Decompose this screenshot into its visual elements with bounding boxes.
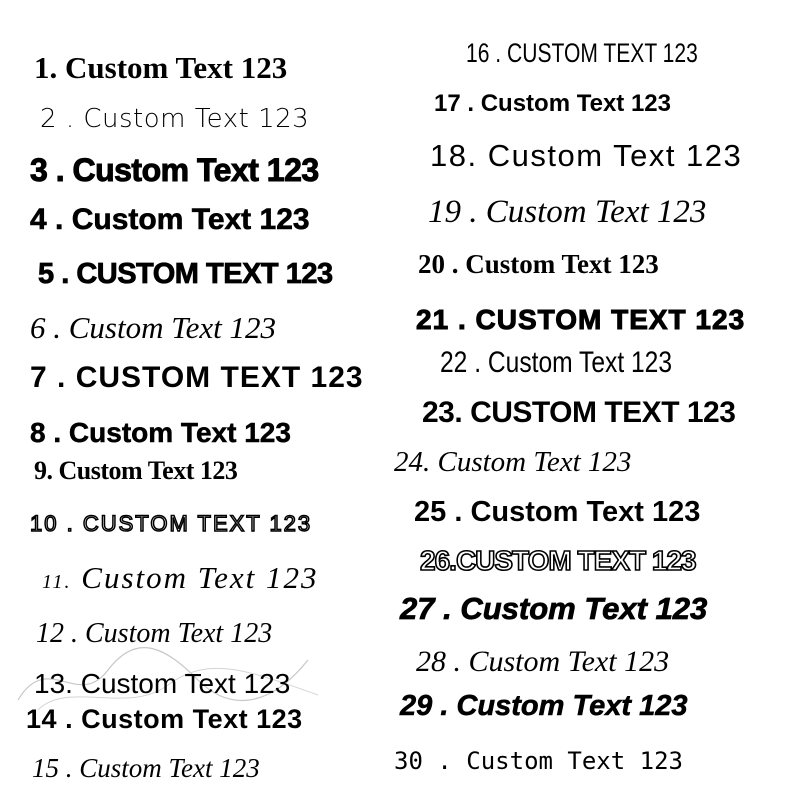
font-sample-2: 2 . Custom Text 123 (40, 104, 310, 134)
sample-text: Custom Text 123 (468, 645, 670, 678)
sample-text: Custom Text 123 (81, 560, 319, 595)
sample-number: 13 (34, 668, 66, 699)
font-sample-6: 6 . Custom Text 123 (30, 310, 277, 345)
sample-number: 9 (34, 456, 47, 485)
sample-text: Custom Text 123 (68, 310, 277, 345)
sample-number: 17 (434, 90, 461, 117)
sample-number: 3 (30, 152, 48, 188)
sample-text: Custom Text 123 (480, 90, 671, 117)
sample-text: CUSTOM TEXT 123 (470, 396, 736, 429)
sample-text: Custom Text 123 (83, 104, 310, 134)
sample-number: 18 (430, 138, 468, 173)
font-sample-27: 27 . Custom Text 123 (400, 591, 708, 626)
sample-number: 10 (30, 511, 59, 536)
sample-text: Custom Text 123 (85, 618, 273, 649)
sample-text: CUSTOM TEXT 123 (507, 38, 698, 68)
font-sample-5: 5 . CUSTOM TEXT 123 (38, 258, 333, 290)
sample-number: 2 (40, 104, 58, 134)
sample-number: 12 (36, 618, 64, 649)
font-sample-23: 23. CUSTOM TEXT 123 (422, 396, 736, 429)
font-sample-11: 11. Custom Text 123 (42, 560, 319, 595)
sample-text: Custom Text 123 (71, 203, 310, 236)
font-sample-8: 8 . Custom Text 123 (30, 417, 291, 448)
sample-text: Custom Text 123 (470, 496, 701, 528)
sample-number: 11 (42, 571, 65, 593)
sample-number: 21 (416, 304, 450, 335)
sample-text: Custom Text 123 (466, 747, 684, 775)
sample-text: CUSTOM TEXT 123 (76, 258, 333, 290)
sample-number: 1 (34, 50, 50, 85)
font-sample-29: 29 . Custom Text 123 (400, 690, 688, 722)
sample-text: Custom Text 123 (68, 417, 291, 448)
sample-number: 16 (466, 38, 490, 68)
font-sample-13: 13. Custom Text 123 (34, 668, 291, 699)
font-sample-3: 3 . Custom Text 123 (30, 152, 319, 188)
sample-text: Custom Text 123 (81, 704, 303, 734)
font-sample-30: 30 . Custom Text 123 (394, 747, 684, 775)
sample-number: 5 (38, 258, 54, 290)
sample-text: CUSTOM TEXT 123 (455, 545, 696, 576)
sample-text: Custom Text 123 (485, 194, 707, 230)
font-sample-19: 19 . Custom Text 123 (428, 194, 707, 230)
font-sample-28: 28 . Custom Text 123 (416, 645, 670, 678)
font-sample-17: 17 . Custom Text 123 (434, 90, 671, 117)
sample-text: Custom Text 123 (456, 690, 688, 722)
font-sample-25: 25 . Custom Text 123 (414, 496, 701, 528)
sample-text: Custom Text 123 (437, 446, 632, 478)
font-sample-16: 16 . CUSTOM TEXT 123 (466, 38, 698, 68)
sample-number: 14 (26, 704, 58, 734)
font-sample-4: 4 . Custom Text 123 (30, 203, 310, 236)
sample-text: Custom Text 123 (65, 50, 288, 85)
sample-number: 8 (30, 417, 46, 448)
sample-text: Custom Text 123 (487, 138, 743, 173)
sample-number: 24 (394, 446, 423, 478)
sample-number: 6 (30, 310, 46, 345)
sample-number: 15 (32, 753, 59, 783)
font-sample-26: 26.CUSTOM TEXT 123 (420, 545, 696, 576)
font-sample-10: 10 . CUSTOM TEXT 123 (30, 511, 313, 536)
sample-text: Custom Text 123 (460, 591, 708, 626)
font-sample-12: 12 . Custom Text 123 (36, 618, 273, 649)
sample-text: CUSTOM TEXT 123 (475, 304, 746, 335)
sample-number: 30 (394, 747, 423, 775)
font-sample-22: 22 . Custom Text 123 (440, 346, 673, 379)
font-sample-14: 14 . Custom Text 123 (26, 704, 303, 734)
font-sample-1: 1. Custom Text 123 (34, 50, 288, 85)
sample-text: Custom Text 123 (465, 249, 659, 279)
sample-number: 29 (400, 690, 433, 722)
sample-text: CUSTOM TEXT 123 (82, 511, 313, 536)
font-sample-9: 9. Custom Text 123 (34, 456, 238, 485)
sample-text: CUSTOM TEXT 123 (75, 361, 364, 394)
sample-number: 19 (428, 194, 461, 230)
sample-text: Custom Text 123 (58, 456, 238, 485)
font-sample-7: 7 . CUSTOM TEXT 123 (30, 361, 364, 394)
font-sample-20: 20 . Custom Text 123 (418, 249, 659, 279)
font-sample-15: 15 . Custom Text 123 (32, 753, 260, 783)
font-sample-24: 24. Custom Text 123 (394, 446, 632, 478)
sample-number: 26 (420, 545, 450, 576)
sample-number: 23 (422, 396, 455, 429)
sample-number: 28 (416, 645, 446, 678)
sample-text: Custom Text 123 (487, 346, 673, 379)
sample-number: 20 (418, 249, 445, 279)
font-sample-18: 18. Custom Text 123 (430, 138, 743, 173)
sample-number: 27 (400, 591, 435, 626)
sample-text: Custom Text 123 (79, 753, 260, 783)
sample-number: 4 (30, 203, 47, 236)
sample-text: Custom Text 123 (80, 668, 291, 699)
sample-text: Custom Text 123 (72, 152, 319, 188)
sample-number: 25 (414, 496, 447, 528)
sample-number: 22 (440, 346, 468, 379)
sample-number: 7 (30, 361, 48, 394)
font-sample-21: 21 . CUSTOM TEXT 123 (416, 304, 746, 335)
